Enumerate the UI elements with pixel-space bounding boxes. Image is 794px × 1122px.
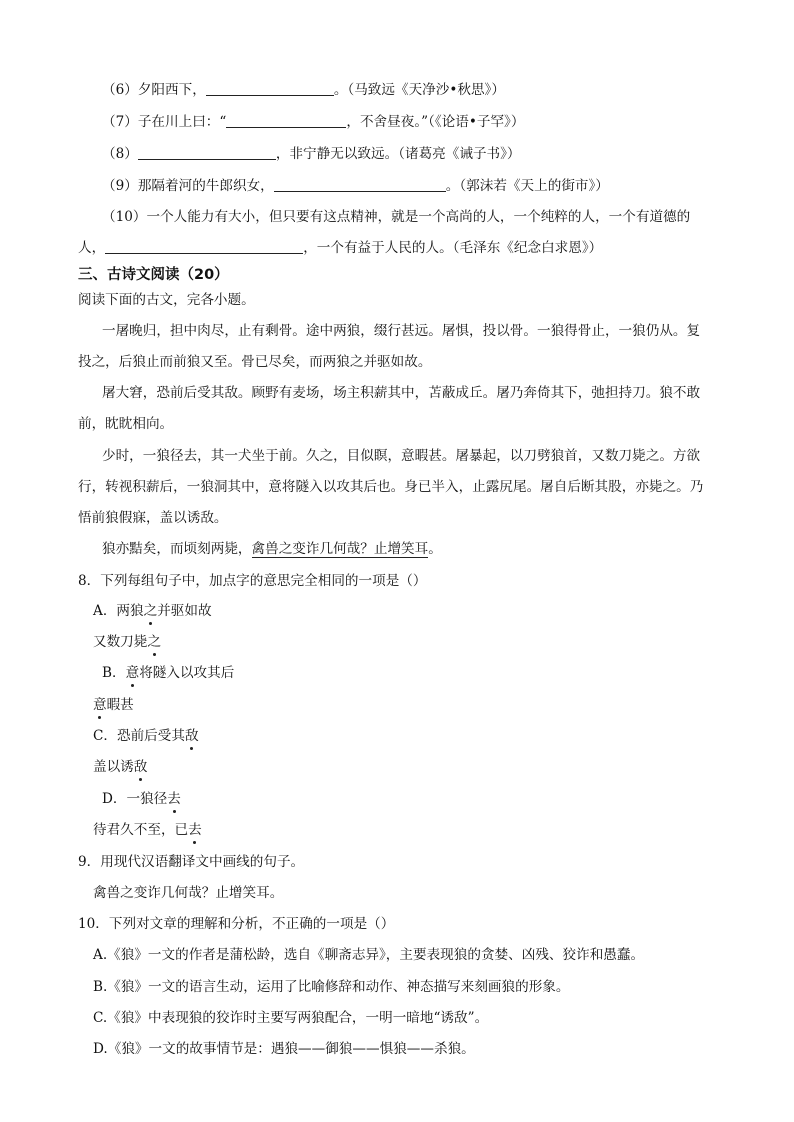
option-text: B． — [102, 665, 126, 681]
dotted-char: 敌 — [133, 759, 148, 775]
option-text: 又数刀毙 — [93, 634, 148, 650]
question-9-sentence: 禽兽之变诈几何哉？止增笑耳。 — [93, 885, 284, 901]
recitation-item-10-line1: （10）一个人能力有大小，但只要有这点精神，就是一个高尚的人，一个纯粹的人，一个有道德的 — [102, 209, 691, 225]
item-text: 。（马致远《天净沙•秋思》） — [333, 82, 505, 98]
dotted-char: 之 — [143, 603, 158, 619]
answer-blank[interactable] — [206, 81, 334, 96]
answer-blank[interactable] — [105, 239, 303, 254]
option-text: D．一狼径 — [102, 791, 168, 807]
section-instruction: 阅读下面的古文，完各小题。 — [78, 292, 255, 308]
item-text: （9）那隔着河的牛郎织女， — [102, 178, 274, 194]
passage-text: 狼亦黠矣，而顷刻两毙， — [102, 541, 252, 557]
q8-option-b-line2 — [93, 695, 134, 715]
q10-option-b[interactable]: B.《狼》一文的语言生动，运用了比喻修辞和动作、神态描写来刻画狼的形象。 — [93, 979, 570, 995]
recitation-item-7 — [102, 112, 524, 132]
item-text: 。（郭沫若《天上的街市》） — [445, 178, 609, 194]
item-text: ，不舍昼夜。”（《论语•子罕》） — [346, 114, 525, 130]
dotted-char: 之 — [147, 634, 161, 650]
option-text: 待君久不至，已 — [93, 822, 189, 838]
passage-p2-line2: 前，眈眈相向。 — [78, 416, 174, 432]
q8-option-a-line2 — [93, 632, 161, 652]
answer-blank[interactable] — [138, 145, 276, 160]
dotted-char: 意 — [93, 697, 107, 713]
passage-p3-line3: 悟前狼假寐，盖以诱敌。 — [78, 510, 228, 526]
passage-p3-line2: 行，转视积薪后，一狼洞其中，意将隧入以攻其后也。身已半入，止露尻尾。屠自后断其股，亦毙之。乃 — [78, 479, 704, 495]
passage-p2-line1: 屠大窘，恐前后受其敌。顾野有麦场，场主积薪其中，苫蔽成丘。屠乃奔倚其下，弛担持刀。狼不敢 — [102, 385, 701, 401]
section-title: 三、古诗文阅读（20） — [78, 267, 229, 283]
recitation-item-8 — [102, 144, 521, 164]
item-text: 人， — [78, 240, 106, 256]
passage-p4 — [102, 539, 442, 559]
q10-option-a[interactable]: A.《狼》一文的作者是蒲松龄，选自《聊斋志异》，主要表现狼的贪婪、凶残、狡诈和愚蠢。 — [93, 947, 645, 963]
dotted-char: 意 — [125, 665, 140, 681]
answer-blank[interactable] — [226, 113, 346, 128]
q8-option-d-line2 — [93, 820, 202, 840]
option-text: C．恐前后受其 — [93, 728, 185, 744]
option-text: 盖以诱 — [93, 759, 134, 775]
recitation-item-6 — [102, 80, 505, 100]
passage-p3-line1: 少时，一狼径去，其一犬坐于前。久之，目似瞑，意暇甚。屠暴起，以刀劈狼首，又数刀毙之。方欲 — [102, 448, 701, 464]
answer-blank[interactable] — [274, 177, 446, 192]
item-text: ，一个有益于人民的人。（毛泽东《纪念白求恩》） — [303, 240, 603, 256]
q8-option-b-line1[interactable] — [102, 663, 234, 683]
item-text: （8） — [102, 146, 138, 162]
dotted-char: 去 — [167, 791, 181, 807]
passage-p1-line1: 一屠晚归，担中肉尽，止有剩骨。途中两狼，缀行甚远。屠惧，投以骨。一狼得骨止，一狼仍从。复 — [102, 323, 701, 339]
dotted-char: 敌 — [184, 728, 199, 744]
option-text: 将隧入以攻其后 — [139, 665, 235, 681]
recitation-item-9 — [102, 176, 609, 196]
q8-option-d-line1[interactable] — [102, 789, 181, 809]
recitation-item-10-line2 — [78, 238, 602, 258]
item-text: （6）夕阳西下， — [102, 82, 206, 98]
q8-option-a-line1[interactable] — [93, 601, 212, 621]
item-text: ，非宁静无以致远。（诸葛亮《诫子书》） — [275, 146, 521, 162]
q10-option-c[interactable]: C.《狼》中表现狼的狡诈时主要写两狼配合，一明一暗地“诱敌”。 — [93, 1010, 489, 1026]
item-text: （7）子在川上曰：“ — [102, 114, 227, 130]
q8-option-c-line1[interactable] — [93, 726, 199, 746]
question-10-stem: 10．下列对文章的理解和分析，不正确的一项是（） — [78, 916, 395, 932]
question-8-stem: 8．下列每组句子中，加点字的意思完全相同的一项是（） — [78, 573, 427, 589]
option-text: 暇甚 — [106, 697, 134, 713]
passage-p1-line2: 投之，后狼止而前狼又至。骨已尽矣，而两狼之并驱如故。 — [78, 354, 432, 370]
underlined-sentence: 禽兽之变诈几何哉？止增笑耳 — [251, 541, 429, 557]
option-text: 并驱如故 — [157, 603, 212, 619]
q10-option-d[interactable]: D.《狼》一文的故事情节是：遇狼——御狼——惧狼——杀狼。 — [93, 1041, 475, 1057]
q8-option-c-line2 — [93, 757, 147, 777]
dotted-char: 去 — [188, 822, 202, 838]
question-9-stem: 9．用现代汉语翻译文中画线的句子。 — [78, 854, 305, 870]
option-text: A．两狼 — [93, 603, 144, 619]
passage-text: 。 — [428, 541, 442, 557]
